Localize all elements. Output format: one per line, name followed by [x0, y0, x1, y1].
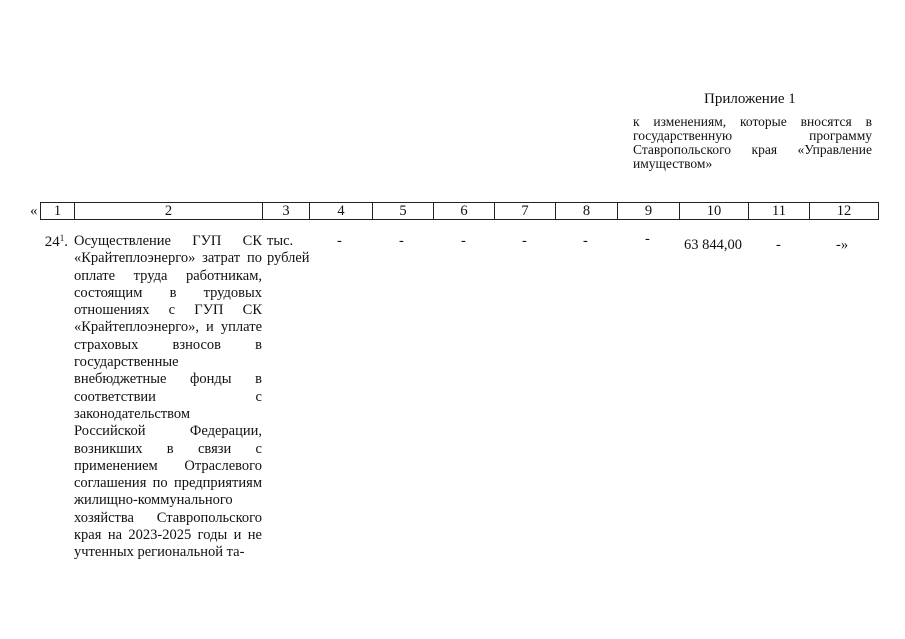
row-number	[38, 233, 68, 251]
cell-col-8: -	[583, 233, 588, 249]
appendix-description: к изменениям, которые вносятся в государственную программу Ставропольского края «Управление имуществом»	[633, 114, 872, 171]
column-header-11: 11	[749, 203, 810, 220]
column-header-10: 10	[680, 203, 749, 220]
cell-col-7: -	[522, 233, 527, 249]
row-unit: тыс. рублей	[267, 233, 310, 267]
cell-col-12: -»	[836, 237, 849, 253]
column-header-1: 1	[41, 203, 75, 220]
column-number-header-table	[40, 202, 879, 220]
column-header-12: 12	[810, 203, 879, 220]
column-header-4: 4	[310, 203, 373, 220]
cell-col-10: 63 844,00	[684, 237, 742, 253]
cell-col-6: -	[461, 233, 466, 249]
column-header-7: 7	[495, 203, 556, 220]
column-header-3: 3	[263, 203, 310, 220]
cell-col-5: -	[399, 233, 404, 249]
cell-col-11: -	[776, 237, 781, 253]
row-number-suffix: .	[64, 234, 68, 250]
header-row	[41, 203, 879, 220]
cell-col-9: -	[645, 231, 650, 247]
cell-col-4: -	[337, 233, 342, 249]
row-number-superscript: 1	[59, 233, 65, 243]
column-header-9: 9	[618, 203, 680, 220]
column-header-5: 5	[373, 203, 434, 220]
opening-quote: «	[30, 203, 38, 219]
row-number-main: 24	[44, 234, 60, 250]
column-header-8: 8	[556, 203, 618, 220]
column-header-2: 2	[75, 203, 263, 220]
column-header-6: 6	[434, 203, 495, 220]
row-description: Осуществление ГУП СК «Крайтеплоэнерго» затрат по оплате труда работникам, состоящим в трудовых отношениях с ГУП СК «Крайтеплоэнерго», и уплате страховых взносов в государственные внебюджетные фонды в соответствии с законодательством Российской Федерации, возникших в связи с применением Отраслевого соглашения по предприятиям жилищно-коммунального хозяйства Ставропольского края на 2023-2025 годы и не учтенных региональной та-	[74, 233, 262, 561]
appendix-title: Приложение 1	[704, 91, 796, 107]
